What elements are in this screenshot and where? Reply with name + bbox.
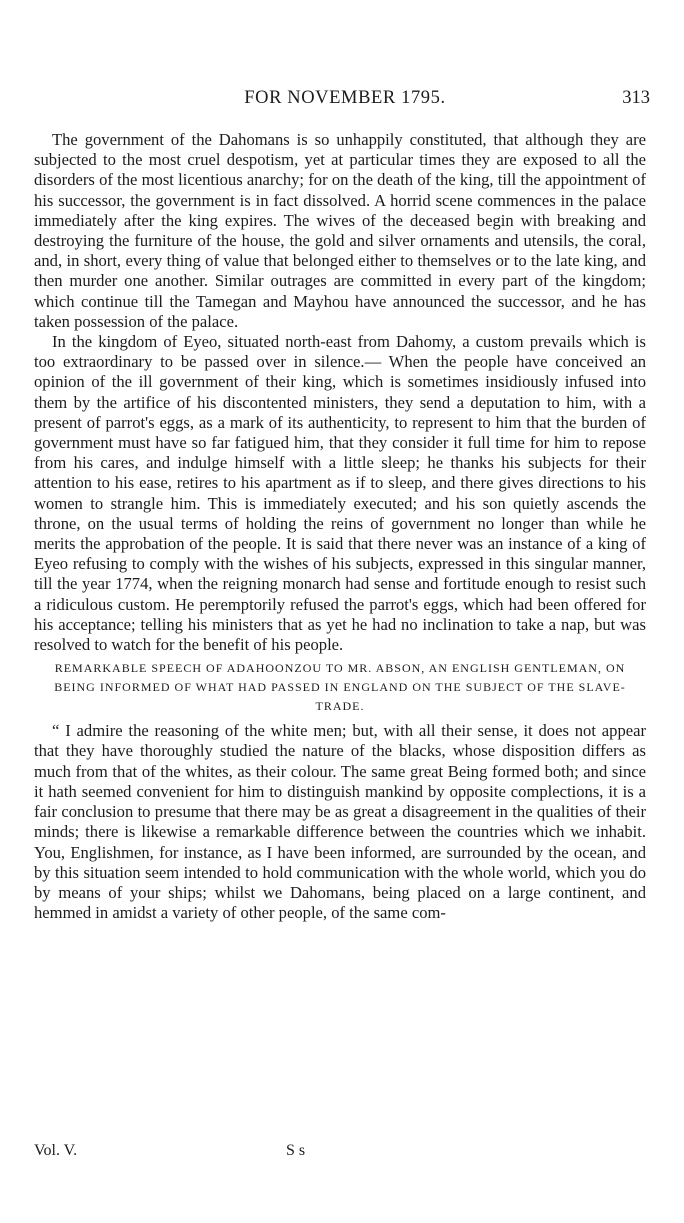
- paragraph-dahoman-government: The government of the Dahomans is so unhappily constituted, that although they are subjected to the most cruel despotism, yet at particular times they are exposed to all the disorders of the most licentious anarchy; for on the death of the king, till the appointment of his successor, the government is in fact dissolved. A horrid scene commences in the palace immediately after the king expires. The wives of the deceased begin with breaking and destroying the furniture of the house, the gold and silver ornaments and utensils, the coral, and, in short, every thing of value that belonged either to themselves or to the late king, and then murder one another. Similar outrages are committed in every part of the kingdom; which continue till the Tamegan and Mayhou have announced the successor, and he has taken possession of the palace.: [34, 130, 646, 331]
- volume-label: Vol. V.: [34, 1142, 78, 1159]
- page-footer: [34, 1142, 646, 1166]
- paragraph-speech: “ I admire the reasoning of the white men; but, with all their sense, it does not appear that they have thoroughly studied the nature of the blacks, whose disposition differs as much from that of the whites, as their colour. The same great Being formed both; and since it hath seemed convenient for him to distinguish mankind by opposite complections, it is a fair conclusion to presume that there may be as great a disagreement in the qualities of their minds; there is likewise a remarkable difference between the countries which we inhabit. You, Englishmen, for instance, as I have been informed, are surrounded by the ocean, and by this situation seem intended to hold communication with the whole world, which you do by means of your ships; whilst we Dahomans, being placed on a large continent, and hemmed in amidst a variety of other people, of the same com-: [34, 721, 646, 923]
- page-header: [40, 88, 650, 116]
- section-heading: REMARKABLE SPEECH OF ADAHOONZOU TO MR. ABSON, AN ENGLISH GENTLEMAN, ON BEING INFORMED OF WHAT HAD PASSED IN ENGLAND ON THE SUBJECT OF THE SLAVE-TRADE.: [54, 661, 626, 714]
- page-body: [34, 130, 646, 923]
- paragraph-eyeo-custom: In the kingdom of Eyeo, situated north-east from Dahomy, a custom prevails which is too extraordinary to be passed over in silence.— When the people have conceived an opinion of the ill government of their king, which is sometimes insidiously infused into them by the artifice of his discontented ministers, they send a deputation to him, with a present of parrot's eggs, as a mark of its authenticity, to represent to him that the burden of government must have so far fatigued him, that they consider it full time for him to repose from his cares, and indulge himself with a little sleep; he thanks his subjects for their attention to his ease, retires to his apartment as if to sleep, and there gives directions to his women to strangle him. This is immediately executed; and his son quietly ascends the throne, on the usual terms of holding the reins of government no longer than while he merits the approbation of the people. It is said that there never was an instance of a king of Eyeo refusing to comply with the wishes of his subjects, expressed in this singular manner, till the year 1774, when the reigning monarch had sense and fortitude enough to resist such a ridiculous custom. He peremptorily refused the parrot's eggs, which had been offered for his acceptance; telling his ministers that as yet he had no inclination to take a nap, but was resolved to watch for the benefit of his people.: [34, 332, 646, 655]
- running-title: FOR NOVEMBER 1795.: [244, 88, 446, 108]
- signature-mark: S s: [286, 1142, 306, 1159]
- page-number: 313: [622, 88, 650, 108]
